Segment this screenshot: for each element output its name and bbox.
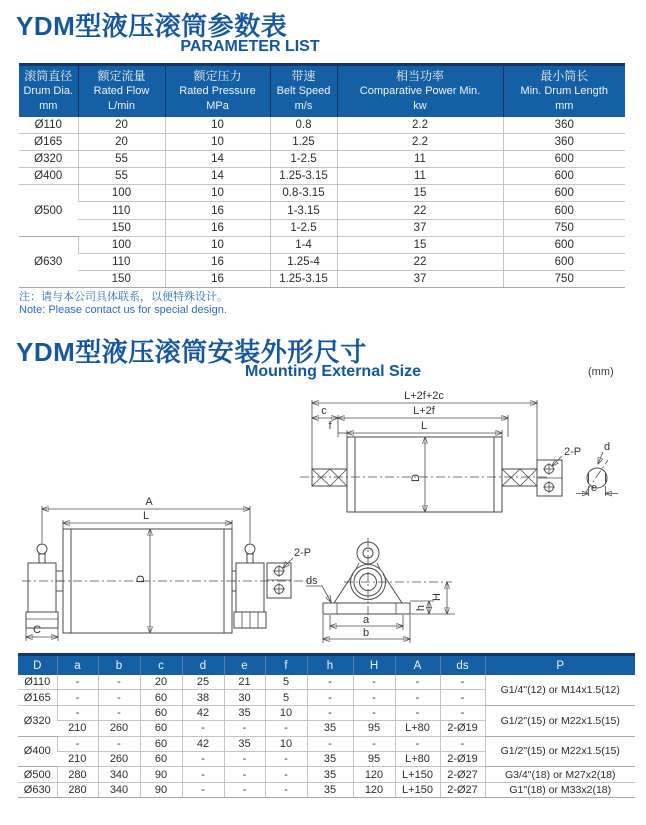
cell: 750 <box>503 219 625 236</box>
cell: 95 <box>353 721 395 736</box>
cell: - <box>224 767 265 782</box>
cell: 42 <box>182 736 224 751</box>
size-table <box>18 653 635 798</box>
cell: - <box>440 690 485 705</box>
flange-block <box>267 563 291 598</box>
mounting-drawings <box>0 388 646 653</box>
cell: 5 <box>265 690 307 705</box>
dim-label: A <box>145 496 153 508</box>
cell: - <box>440 675 485 690</box>
header-en: Belt Speed <box>276 85 331 97</box>
col-header: a <box>57 655 98 676</box>
table-row <box>19 151 625 168</box>
cell: 100 <box>78 236 165 253</box>
cell: 750 <box>503 270 625 287</box>
cell: 38 <box>182 690 224 705</box>
cell: 150 <box>78 219 165 236</box>
dim-label: D <box>410 474 422 482</box>
dim-label: h <box>415 604 427 612</box>
cell-dia: Ø320 <box>18 705 57 736</box>
cell: 1-3.15 <box>270 202 337 219</box>
cell: 10 <box>165 117 270 134</box>
cell: - <box>182 767 224 782</box>
header-unit: kw <box>413 100 427 112</box>
cell: 14 <box>165 151 270 168</box>
param-table <box>19 63 625 288</box>
cell: 35 <box>224 736 265 751</box>
cell-thread-spec: G1/4"(12) or M14x1.5(12) <box>485 675 635 705</box>
cell: 600 <box>503 185 625 202</box>
dim-label: f <box>328 420 332 432</box>
cell: 1-4 <box>270 236 337 253</box>
note-en: Note: Please contact us for special design. <box>19 304 227 316</box>
cell: 2.2 <box>337 134 503 151</box>
left-bearing-pedestal <box>26 544 63 628</box>
cell: 10 <box>165 134 270 151</box>
cell: - <box>307 736 353 751</box>
header-en: Min. Drum Length <box>520 85 608 97</box>
col-header: h <box>307 655 353 676</box>
cell: 10 <box>265 705 307 720</box>
section-title-zh: YDM型液压滚筒安装外形尺寸 <box>16 337 367 367</box>
cell-dia: Ø320 <box>19 151 78 168</box>
drum-side-view <box>22 496 312 641</box>
cell: 1-2.5 <box>270 219 337 236</box>
cell: - <box>265 751 307 766</box>
header-en: Drum Dia. <box>23 85 73 97</box>
cell: 1.25-3.15 <box>270 168 337 185</box>
cell: 35 <box>307 721 353 736</box>
cell: 60 <box>140 721 182 736</box>
cell: - <box>353 675 395 690</box>
cell: 35 <box>307 782 353 797</box>
param-table-header <box>19 65 625 118</box>
cell: - <box>265 721 307 736</box>
cell: - <box>265 767 307 782</box>
cell: - <box>57 705 98 720</box>
cell: 30 <box>224 690 265 705</box>
cell: 1.25 <box>270 134 337 151</box>
cell: 340 <box>98 767 140 782</box>
cell: - <box>353 690 395 705</box>
cell: - <box>57 736 98 751</box>
cell: 11 <box>337 168 503 185</box>
col-header-min-drum-length <box>503 65 625 118</box>
header-unit: L/min <box>108 100 135 112</box>
cell-dia: Ø500 <box>18 767 57 782</box>
header-zh: 额定压力 <box>193 69 242 83</box>
cell: 55 <box>78 151 165 168</box>
cell: - <box>307 675 353 690</box>
cell: - <box>98 736 140 751</box>
cell: 35 <box>307 767 353 782</box>
cell-dia: Ø110 <box>34 119 62 132</box>
cell: 60 <box>140 751 182 766</box>
cell: - <box>98 705 140 720</box>
cell: 280 <box>57 767 98 782</box>
col-header: A <box>395 655 440 676</box>
cell: 1.25-3.15 <box>270 270 337 287</box>
dim-label: ds <box>306 575 318 587</box>
cell: 280 <box>57 782 98 797</box>
page-title-zh: YDM型液压滚筒参数表 <box>16 11 288 41</box>
table-header-row <box>19 65 625 118</box>
cell: 340 <box>98 782 140 797</box>
cell: 14 <box>165 168 270 185</box>
drum-top-view <box>300 390 618 512</box>
cell: 11 <box>337 151 503 168</box>
col-header: b <box>98 655 140 676</box>
col-header: c <box>140 655 182 676</box>
table-row <box>19 270 625 287</box>
cell-thread-spec: G1/2"(15) or M22x1.5(15) <box>485 736 635 767</box>
cell: 22 <box>337 202 503 219</box>
cell: - <box>395 736 440 751</box>
col-header: D <box>18 655 57 676</box>
cell: 25 <box>182 675 224 690</box>
cell: - <box>353 736 395 751</box>
table-row <box>19 168 625 185</box>
col-header: ds <box>440 655 485 676</box>
cell: 22 <box>337 253 503 270</box>
hole-callout: 2-P <box>564 446 582 458</box>
cell: 35 <box>224 705 265 720</box>
cell: 120 <box>353 767 395 782</box>
cell: - <box>265 782 307 797</box>
cell: 360 <box>503 134 625 151</box>
cell: 2-Ø27 <box>440 782 485 797</box>
dim-label: L+2f+2c <box>404 390 444 402</box>
cell: - <box>353 705 395 720</box>
dim-label: H <box>431 593 443 601</box>
dim-label: c <box>321 405 327 417</box>
cell: 20 <box>78 134 165 151</box>
cell-dia: Ø500 <box>19 185 78 236</box>
cell-dia: Ø110 <box>24 676 51 689</box>
pedestal-front-view <box>306 538 455 643</box>
col-header-comparative-power <box>337 65 503 118</box>
cell: 600 <box>503 253 625 270</box>
header-unit: mm <box>39 100 58 112</box>
table-row <box>18 782 635 797</box>
cell: 260 <box>98 721 140 736</box>
cell: L+80 <box>395 751 440 766</box>
section-title-en: Mounting External Size <box>244 363 421 380</box>
header-zh: 最小筒长 <box>540 69 589 83</box>
cell: 60 <box>140 736 182 751</box>
cell-dia: Ø165 <box>18 690 57 705</box>
page-title-en: PARAMETER LIST <box>180 38 320 55</box>
header-en: Comparative Power Min. <box>359 85 481 97</box>
cell: - <box>440 736 485 751</box>
cell: 21 <box>224 675 265 690</box>
cell: L+150 <box>395 782 440 797</box>
col-header: H <box>353 655 395 676</box>
cell: - <box>182 751 224 766</box>
cell: 10 <box>165 185 270 202</box>
cell: 150 <box>78 270 165 287</box>
cell: - <box>307 705 353 720</box>
col-header: f <box>265 655 307 676</box>
cell: - <box>395 705 440 720</box>
cell: 95 <box>353 751 395 766</box>
cell: 15 <box>337 236 503 253</box>
cell: 1.25-4 <box>270 253 337 270</box>
cell: 20 <box>140 675 182 690</box>
cell: 5 <box>265 675 307 690</box>
cell: 37 <box>337 219 503 236</box>
hole-detail <box>576 441 618 496</box>
header-en: Rated Flow <box>93 85 150 97</box>
cell: - <box>98 675 140 690</box>
header-unit: MPa <box>206 100 229 112</box>
table-row <box>19 202 625 219</box>
cell: 10 <box>265 736 307 751</box>
cell-dia: Ø165 <box>19 134 78 151</box>
unit-note: (mm) <box>588 366 614 378</box>
table-row <box>19 236 625 253</box>
cell: 110 <box>78 202 165 219</box>
col-header: d <box>182 655 224 676</box>
cell: - <box>57 690 98 705</box>
size-table-header <box>18 655 635 676</box>
cell: 1-2.5 <box>270 151 337 168</box>
dim-label: e <box>590 482 598 494</box>
cell: 600 <box>503 168 625 185</box>
cell: 600 <box>503 202 625 219</box>
cell: - <box>307 690 353 705</box>
right-bearing-pedestal <box>232 544 266 628</box>
note-block <box>19 291 228 317</box>
cell: 42 <box>182 705 224 720</box>
cell: 120 <box>353 782 395 797</box>
col-header-belt-speed <box>270 65 337 118</box>
header-zh: 滚筒直径 <box>24 69 73 83</box>
cell: 600 <box>503 236 625 253</box>
header-en: Rated Pressure <box>179 85 256 97</box>
cell-thread-spec: G1/2"(15) or M22x1.5(15) <box>485 705 635 736</box>
cell: - <box>395 675 440 690</box>
cell: - <box>98 690 140 705</box>
cell: - <box>224 751 265 766</box>
cell: - <box>224 782 265 797</box>
cell: 16 <box>165 270 270 287</box>
cell: 15 <box>337 185 503 202</box>
hole-callout: 2-P <box>294 547 312 559</box>
cell: 10 <box>165 236 270 253</box>
cell: 2.2 <box>337 117 503 134</box>
dim-label: a <box>362 614 370 626</box>
cell: 260 <box>98 751 140 766</box>
dim-label: D <box>135 575 147 583</box>
cell: 600 <box>503 151 625 168</box>
cell-thread-spec: G3/4"(18) or M27x2(18) <box>485 767 635 782</box>
cell: 16 <box>165 253 270 270</box>
col-header: e <box>224 655 265 676</box>
cell: 210 <box>57 721 98 736</box>
dim-label: L <box>142 510 150 522</box>
cell: 110 <box>78 253 165 270</box>
cell: - <box>182 721 224 736</box>
cell: L+150 <box>395 767 440 782</box>
header-zh: 相当功率 <box>395 69 444 83</box>
cell: 210 <box>57 751 98 766</box>
cell-dia: Ø630 <box>18 782 57 797</box>
cell-dia: Ø400 <box>18 736 57 767</box>
header-unit: mm <box>555 100 574 112</box>
cell: - <box>440 705 485 720</box>
table-row <box>19 134 625 151</box>
table-row <box>19 253 625 270</box>
cell: - <box>182 782 224 797</box>
header-zh: 带速 <box>291 69 316 83</box>
table-row <box>19 185 625 202</box>
dim-label: b <box>362 627 370 639</box>
cell: 35 <box>307 751 353 766</box>
cell: 0.8 <box>270 117 337 134</box>
cell: - <box>395 690 440 705</box>
cell: 90 <box>140 767 182 782</box>
col-header-rated-pressure <box>165 65 270 118</box>
table-row <box>18 675 635 690</box>
col-header: P <box>485 655 635 676</box>
cell: 37 <box>337 270 503 287</box>
cell: - <box>224 721 265 736</box>
note-zh: 注：请与本公司具体联系，以便特殊设计。 <box>19 291 228 303</box>
cell: 360 <box>503 117 625 134</box>
dim-label: C <box>33 624 41 636</box>
cell: 60 <box>140 690 182 705</box>
table-row <box>18 736 635 751</box>
cell-dia: Ø400 <box>19 168 78 185</box>
header-zh: 额定流量 <box>97 69 146 83</box>
dim-label: L+2f <box>413 405 435 417</box>
cell-dia: Ø630 <box>19 236 78 287</box>
cell: 2-Ø27 <box>440 767 485 782</box>
flange-block <box>537 460 562 496</box>
cell: 16 <box>165 219 270 236</box>
table-header-row <box>18 655 635 676</box>
col-header-rated-flow <box>78 65 165 118</box>
cell: 60 <box>140 705 182 720</box>
cell: 90 <box>140 782 182 797</box>
cell: 2-Ø19 <box>440 721 485 736</box>
dim-label: L <box>420 420 428 432</box>
cell: 2-Ø19 <box>440 751 485 766</box>
cell: 0.8-3.15 <box>270 185 337 202</box>
header-unit: m/s <box>294 100 313 112</box>
cell: L+80 <box>395 721 440 736</box>
cell: 20 <box>78 117 165 134</box>
cell: - <box>57 675 98 690</box>
table-row <box>19 219 625 236</box>
table-row <box>18 705 635 720</box>
cell: 16 <box>165 202 270 219</box>
cell: 100 <box>78 185 165 202</box>
cell: 55 <box>78 168 165 185</box>
dim-label: d <box>604 441 611 453</box>
cell-thread-spec: G1"(18) or M33x2(18) <box>485 782 635 797</box>
col-header-drum-dia <box>19 65 78 118</box>
table-row <box>19 117 625 134</box>
table-row <box>18 767 635 782</box>
